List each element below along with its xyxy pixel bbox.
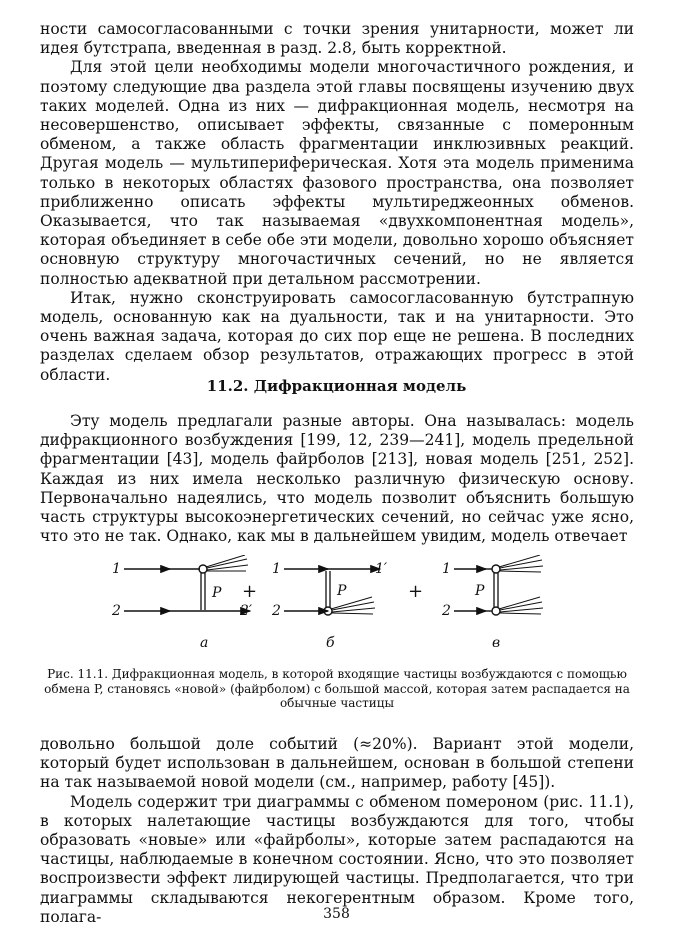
paragraph-3: Итак, нужно сконструировать самосогласованную бутстрапную модель, основанную как на дуальности, так и на унитарности. Это очень важная задача, которая до сих пор еще не решена. В последних разделах сделаем обзор результатов, отражающих прогресс в этой области. xyxy=(40,288,634,384)
pomeron-label-b: P xyxy=(337,583,347,599)
text-block-top xyxy=(40,20,634,385)
paragraph-1: ности самосогласованными с точки зрения унитарности, может ли идея бутстрапа, введенная в разд. 2.8, быть корректной. xyxy=(40,20,634,58)
plus-sign-1: + xyxy=(242,581,258,602)
pomeron-label-a: P xyxy=(212,585,222,601)
label-incoming-2-c: 2 xyxy=(442,603,451,619)
plus-sign-2: + xyxy=(408,581,424,602)
paragraph-4: Эту модель предлагали разные авторы. Она называлась: модель дифракционного возбуждения [199, 12, 239—241], модель предельной фрагментации [43], модель файрболов [213], новая модель [251, 252]. Каждая из них имела несколько различную физическую основу. Первоначально надеялись, что модель позволит объяснить большую часть структуры высокоэнергетических сечений, но сейчас уже ясно, что это не так. Однако, как мы в дальнейшем увидим, модель отвечает xyxy=(40,412,634,546)
label-incoming-1-b: 1 xyxy=(272,561,281,577)
diagram-label-b: б xyxy=(326,635,335,651)
pomeron-label-c: P xyxy=(475,583,485,599)
figure-11-1 xyxy=(100,555,560,660)
label-outgoing-1: 1′ xyxy=(375,561,388,577)
paragraph-5: довольно большой доле событий (≈20%). Вариант этой модели, который будет использован в дальнейшем, основан в большой степени на так называемой новой модели (см., например, работу [45]). xyxy=(40,735,634,792)
page-number: 358 xyxy=(323,906,350,922)
label-incoming-1-c: 1 xyxy=(442,561,451,577)
diagram-a xyxy=(111,555,253,651)
label-outgoing-2: 2′ xyxy=(240,603,253,619)
figure-caption: Рис. 11.1. Дифракционная модель, в которой входящие частицы возбуждаются с помощью обмена P, становясь «новой» (файрболом) с большой массой, которая затем распадается на обычные частицы xyxy=(44,667,630,710)
diagram-b xyxy=(271,561,388,651)
paragraph-2: Для этой цели необходимы модели многочастичного рождения, и поэтому следующие два раздела этой главы посвящены изучению двух таких моделей. Одна из них — дифракционная модель, несмотря на несовершенство, описывает эффекты, связанные с померонным обменом, а также область фрагментации инклюзивных реакций. Другая модель — мультипериферическая. Хотя эта модель применима только в некоторых областях фазового пространства, она позволяет приближенно описать эффекты мультиреджеонных обменов. Оказывается, что так называемая «двухкомпонентная модель», которая объединяет в себе обе эти модели, довольно хорошо объясняет основную структуру многочастичных сечений, но не является полностью адекватной при детальном рассмотрении. xyxy=(40,58,634,288)
section-heading: 11.2. Дифракционная модель xyxy=(206,377,467,395)
text-block-bottom xyxy=(40,735,634,927)
diagram-label-c: в xyxy=(492,635,501,651)
diagram-label-a: а xyxy=(200,635,209,651)
label-incoming-2: 2 xyxy=(112,603,121,619)
label-incoming-2-b: 2 xyxy=(272,603,281,619)
diagram-c xyxy=(441,555,543,651)
paragraph-6: Модель содержит три диаграммы с обменом помероном (рис. 11.1), в которых налетающие частицы возбуждаются для того, чтобы образовать «новые» или «файрболы», которые затем распадаются на частицы, наблюдаемые в конечном состоянии. Ясно, что это позволяет воспроизвести эффект лидирующей частицы. Предполагается, что три диаграммы складываются некогерентным образом. Кроме того, полага- xyxy=(40,792,634,926)
text-block-middle xyxy=(40,412,634,546)
label-incoming-1: 1 xyxy=(112,561,121,577)
